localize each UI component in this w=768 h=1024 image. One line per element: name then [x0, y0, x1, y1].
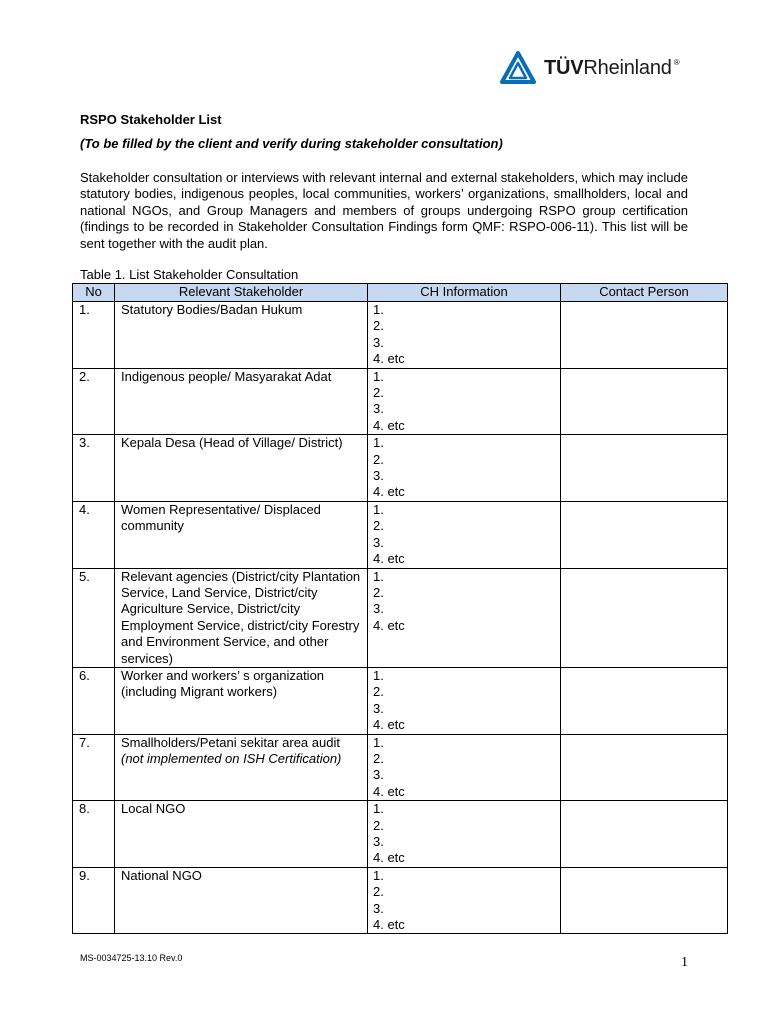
table-row: [73, 302, 728, 369]
logo-text-bold: TÜV: [544, 56, 584, 79]
ch-item: 2.: [373, 684, 384, 700]
logo-text-regular: Rheinland: [583, 56, 672, 79]
ch-item: 4. etc: [373, 850, 405, 866]
logo-wordmark: [544, 57, 679, 80]
stakeholder-name: Women Representative/ Displaced community: [121, 501, 321, 534]
table-header-row: [73, 284, 728, 302]
ch-information-cell: [368, 368, 561, 435]
tuv-rheinland-logo: [500, 50, 679, 86]
ch-item: 2.: [373, 518, 384, 534]
contact-person-cell[interactable]: [561, 501, 728, 568]
table-row: [73, 734, 728, 801]
document-subtitle: (To be filled by the client and verify during stakeholder consultation): [80, 136, 503, 151]
stakeholder-name: National NGO: [121, 867, 202, 883]
table-row: [73, 368, 728, 435]
ch-item: 3.: [373, 601, 384, 617]
stakeholder-name: Indigenous people/ Masyarakat Adat: [121, 368, 332, 384]
table-row: [73, 667, 728, 734]
ch-item: 2.: [373, 451, 384, 467]
stakeholder-cell: [115, 302, 368, 369]
row-number: 8.: [73, 801, 115, 868]
ch-item: 3.: [373, 468, 384, 484]
ch-item: 2.: [373, 584, 384, 600]
column-header-stakeholder: Relevant Stakeholder: [115, 284, 368, 302]
column-header-no: No: [73, 284, 115, 302]
ch-item: 3.: [373, 401, 384, 417]
ch-item: 3.: [373, 767, 384, 783]
ch-information-cell: [368, 302, 561, 369]
ch-item: 2.: [373, 318, 384, 334]
ch-item: 3.: [373, 534, 384, 550]
stakeholder-cell: [115, 867, 368, 934]
contact-person-cell[interactable]: [561, 801, 728, 868]
ch-item: 4. etc: [373, 617, 405, 633]
ch-item: 4. etc: [373, 484, 405, 500]
table-body: [73, 302, 728, 934]
row-number: 3.: [73, 435, 115, 502]
ch-item: 1.: [373, 368, 384, 384]
page-number: 1: [681, 955, 688, 970]
table-caption: Table 1. List Stakeholder Consultation: [80, 267, 299, 282]
stakeholder-table: [72, 283, 728, 934]
contact-person-cell[interactable]: [561, 867, 728, 934]
ch-item: 4. etc: [373, 417, 405, 433]
column-header-contact-person: Contact Person: [561, 284, 728, 302]
row-number: 2.: [73, 368, 115, 435]
ch-item: 3.: [373, 700, 384, 716]
ch-information-cell: [368, 801, 561, 868]
stakeholder-name: Smallholders/Petani sekitar area audit: [121, 734, 340, 750]
ch-item: 1.: [373, 435, 384, 451]
ch-item: 3.: [373, 834, 384, 849]
row-number: 1.: [73, 302, 115, 369]
row-number: 6.: [73, 667, 115, 734]
stakeholder-name: Statutory Bodies/Badan Hukum: [121, 302, 303, 317]
ch-information-cell: [368, 667, 561, 734]
ch-item: 2.: [373, 385, 384, 401]
table-row: [73, 801, 728, 868]
contact-person-cell[interactable]: [561, 568, 728, 667]
row-number: 9.: [73, 867, 115, 934]
contact-person-cell[interactable]: [561, 734, 728, 801]
stakeholder-note: (not implemented on ISH Certification): [121, 750, 342, 766]
ch-item: 4. etc: [373, 717, 405, 733]
ch-item: 2.: [373, 817, 384, 833]
row-number: 5.: [73, 568, 115, 667]
contact-person-cell[interactable]: [561, 368, 728, 435]
stakeholder-name: Relevant agencies (District/city Plantation Service, Land Service, District/city Agriculture Service, District/city Employment Service, district/city Forestry and Environment Service, and other services): [121, 568, 361, 666]
ch-item: 1.: [373, 867, 384, 883]
stakeholder-cell: [115, 501, 368, 568]
intro-paragraph: Stakeholder consultation or interviews with relevant internal and external stakeholders, which may include statutory bodies, indigenous peoples, local communities, workers’ organizations, smallholders, local and national NGOs, and Group Managers and members of groups undergoing RSPO group certification (findings to be recorded in Stakeholder Consultation Findings form QMF: RSPO-006-11). This list will be sent together with the audit plan.: [80, 170, 688, 251]
stakeholder-name: Kepala Desa (Head of Village/ District): [121, 435, 343, 451]
stakeholder-cell: [115, 435, 368, 502]
ch-item: 4. etc: [373, 917, 405, 933]
ch-item: 1.: [373, 801, 384, 817]
ch-item: 1.: [373, 667, 384, 683]
stakeholder-name: Local NGO: [121, 801, 186, 817]
stakeholder-cell: [115, 568, 368, 667]
ch-information-cell: [368, 435, 561, 502]
stakeholder-cell: [115, 801, 368, 868]
stakeholder-cell: [115, 368, 368, 435]
ch-item: 2.: [373, 884, 384, 900]
ch-information-cell: [368, 501, 561, 568]
registered-mark: ®: [673, 57, 680, 67]
document-title: RSPO Stakeholder List: [80, 112, 222, 127]
column-header-ch-information: CH Information: [368, 284, 561, 302]
ch-item: 4. etc: [373, 351, 405, 367]
ch-item: 3.: [373, 900, 384, 916]
ch-information-cell: [368, 568, 561, 667]
tuv-triangle-icon: [500, 51, 536, 85]
ch-information-cell: [368, 867, 561, 934]
contact-person-cell[interactable]: [561, 302, 728, 369]
ch-item: 4. etc: [373, 551, 405, 567]
row-number: 7.: [73, 734, 115, 801]
ch-item: 1.: [373, 501, 384, 517]
document-code: MS-0034725-13.10 Rev.0: [80, 953, 183, 963]
ch-information-cell: [368, 734, 561, 801]
ch-item: 1.: [373, 302, 384, 317]
table-row: [73, 501, 728, 568]
ch-item: 1.: [373, 568, 384, 584]
stakeholder-name: Worker and workers’ s organization (including Migrant workers): [121, 667, 325, 700]
table-row: [73, 867, 728, 934]
contact-person-cell[interactable]: [561, 435, 728, 502]
table-row: [73, 568, 728, 667]
stakeholder-cell: [115, 667, 368, 734]
stakeholder-cell: [115, 734, 368, 801]
table-row: [73, 435, 728, 502]
ch-item: 3.: [373, 334, 384, 350]
row-number: 4.: [73, 501, 115, 568]
ch-item: 2.: [373, 750, 384, 766]
ch-item: 1.: [373, 734, 384, 750]
ch-item: 4. etc: [373, 783, 405, 799]
contact-person-cell[interactable]: [561, 667, 728, 734]
